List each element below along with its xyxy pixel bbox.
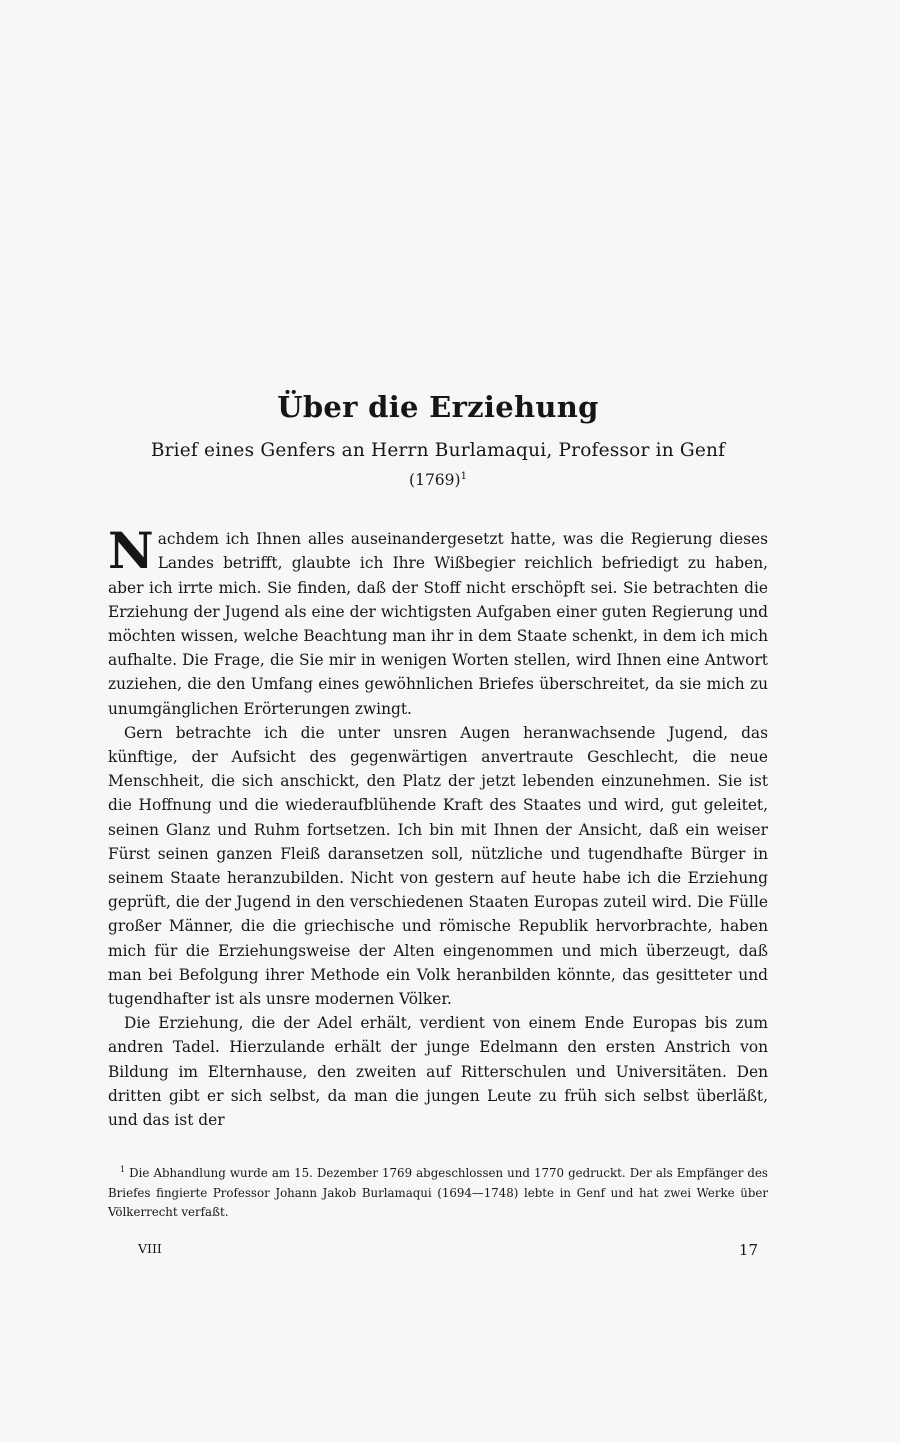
- drop-cap: N: [108, 521, 154, 581]
- paragraph-3: Die Erziehung, die der Adel erhält, verdient von einem Ende Europas bis zum andren Tadel. Hierzulande erhält der junge Edelmann den ersten Anstrich von Bildung im Elternhause, den zweiten auf Ritterschulen und Universitäten. Den dritten gibt er sich selbst, da man die jungen Leute zu früh sich selbst überläßt, und das ist der: [108, 1014, 768, 1130]
- paragraph-2: Gern betrachte ich die unter unsren Augen heranwachsende Jugend, das künftige, der Aufsicht des gegenwärtigen anvertraute Geschlecht, die neue Menschheit, die sich anschickt, den Platz der jetzt lebenden einzunehmen. Sie ist die Hoffnung und die wiederaufblühende Kraft des Staates und wird, gut geleitet, seinen Glanz und Ruhm fortsetzen. Ich bin mit Ihnen der Ansicht, daß ein weiser Fürst seinen ganzen Fleiß daransetzen soll, nützliche und tugendhafte Bürger in seinem Staate heranzubilden. Nicht von gestern auf heute habe ich die Erziehung geprüft, die der Jugend in den verschiedenen Staaten Europas zuteil wird. Die Fülle großer Männer, die die griechische und römische Republik hervorbrachte, haben mich für die Erziehungsweise der Alten eingenommen und mich überzeugt, daß man bei Befolgung ihrer Methode ein Volk heranbilden könnte, das gesitteter und tugendhafter ist als unsre modernen Völker.: [108, 723, 768, 1009]
- footnote-text: Die Abhandlung wurde am 15. Dezember 1769 abgeschlossen und 1770 gedruckt. Der als Empfänger des Briefes fingierte Professor Johann Jakob Burlamaqui (1694—1748) lebte in Genf und hat zwei Werke über Völkerrecht verfaßt.: [108, 1166, 768, 1220]
- footnote-number: 1: [120, 1165, 126, 1175]
- page-footer: [108, 1241, 768, 1259]
- signature-mark: VIII: [138, 1240, 162, 1256]
- date-line: [108, 471, 768, 489]
- page-number: 17: [738, 1240, 758, 1259]
- footnote-marker: 1: [460, 471, 467, 482]
- page-title: Über die Erziehung: [277, 390, 599, 424]
- body-text: [108, 521, 768, 1132]
- year-text: (1769): [409, 471, 461, 490]
- page-subtitle: Brief eines Genfers an Herrn Burlamaqui, Professor in Genf: [150, 440, 726, 461]
- page: [108, 380, 768, 1259]
- paragraph-1-text: achdem ich Ihnen alles auseinandergesetzt hatte, was die Regierung dieses Landes betrifft, glaubte ich Ihre Wißbegier reichlich befriedigt zu haben, aber ich irrte mich. Sie finden, daß der Stoff nicht erschöpft sei. Sie betrachten die Erziehung der Jugend als eine der wichtigsten Aufgaben einer guten Regierung und möchten wissen, welche Beachtung man ihr in dem Staate schenkt, in dem ich mich aufhalte. Die Frage, die Sie mir in wenigen Worten stellen, wird Ihnen eine Antwort zuziehen, die den Umfang eines gewöhnlichen Briefes überschreitet, da sie mich zu unumgänglichen Erörterungen zwingt.: [108, 530, 768, 718]
- footnote: [108, 1160, 768, 1222]
- paragraph-1: [108, 521, 768, 721]
